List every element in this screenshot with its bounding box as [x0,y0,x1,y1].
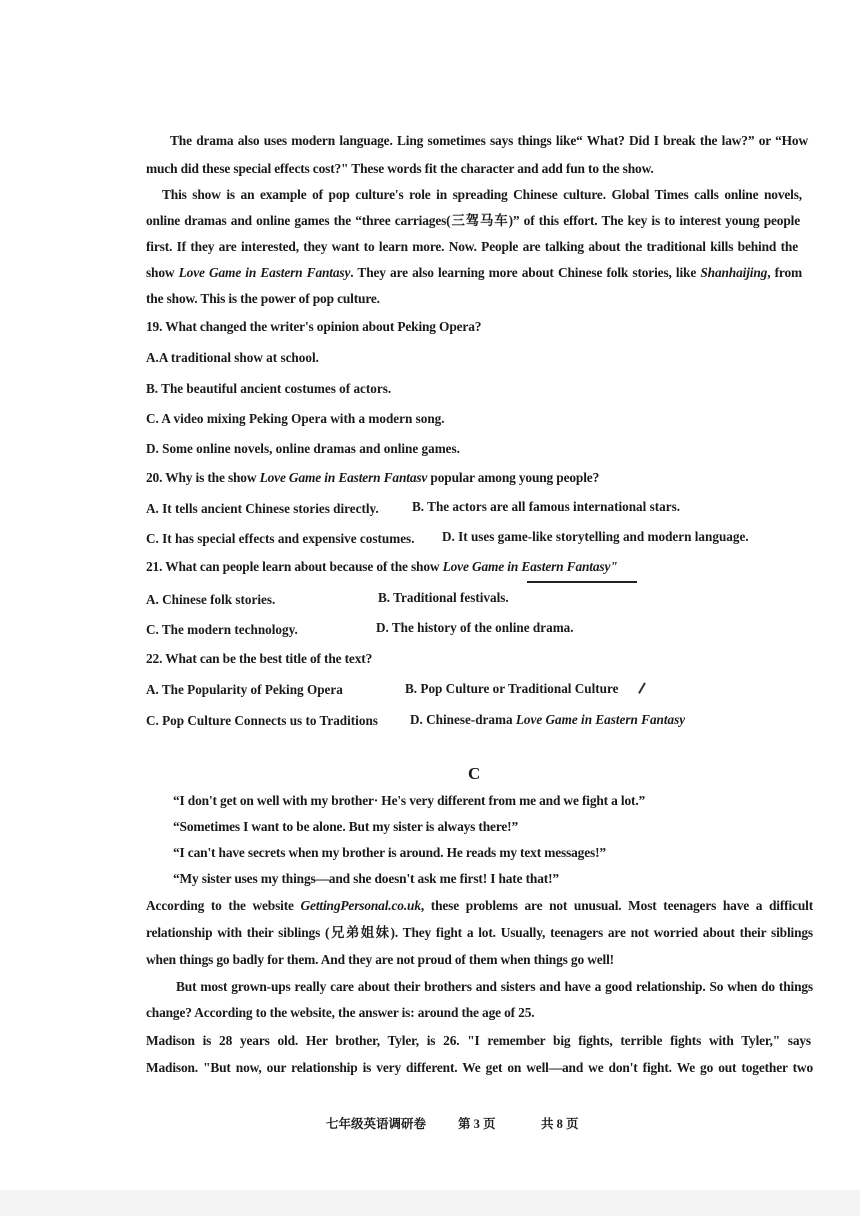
passage-c-p1-line2: relationship with their siblings (兄弟姐妹). They fight a lot. Usually, teenagers are not worried about their siblings [146,925,813,940]
question-20-stem: 20. Why is the show Love Game in Eastern Fantasv popular among young people? [146,470,600,485]
footer-total-pages: 共 8 页 [541,1117,579,1131]
passage-c-quote-3: “I can't have secrets when my brother is around. He reads my text messages!” [173,845,606,860]
passage-b-p1-line2: much did these special effects cost?" These words fit the character and add fun to the show. [146,161,654,176]
footer-page-number: 第 3 页 [458,1117,496,1131]
passage-c-p1-line1: According to the website GettingPersonal.co.uk, these problems are not unusual. Most teenagers have a difficult [146,898,814,913]
question-19-option-a: A.A traditional show at school. [146,350,319,365]
passage-c-quote-2: “Sometimes I want to be alone. But my sister is always there!” [173,819,519,834]
passage-c-p2-line2: change? According to the website, the answer is: around the age of 25. [146,1005,535,1020]
pen-underline-mark [527,581,637,583]
passage-b-p2-line3: first. If they are interested, they want to learn more. Now. People are talking about the traditional kills behind the [146,239,798,254]
question-20-option-d: D. It uses game-like storytelling and modern language. [442,529,749,544]
passage-c-p3-line2: Madison. "But now, our relationship is very different. We get on well—and we don't fight. We go out together two [146,1060,813,1075]
question-22-option-c: C. Pop Culture Connects us to Traditions [146,713,378,728]
question-20-option-a: A. It tells ancient Chinese stories directly. [146,501,379,516]
question-21-option-c: C. The modern technology. [146,622,298,637]
passage-c-p2-line1: But most grown-ups really care about their brothers and sisters and have a good relationship. So when do things [176,979,813,994]
question-19-option-c: C. A video mixing Peking Opera with a modern song. [146,411,445,426]
passage-c-quote-4: “My sister uses my things—and she doesn't ask me first! I hate that!” [173,871,559,886]
question-19-option-d: D. Some online novels, online dramas and online games. [146,441,460,456]
passage-b-p2-line5: the show. This is the power of pop culture. [146,291,380,306]
question-21-stem: 21. What can people learn about because of the show Love Game in Eastern Fantasy" [146,559,618,574]
passage-b-p2-line1: This show is an example of pop culture's role in spreading Chinese culture. Global Times calls online novels, [162,187,802,202]
section-c-heading: C [468,764,481,783]
question-22-option-a: A. The Popularity of Peking Opera [146,682,343,697]
passage-c-quote-1: “I don't get on well with my brother· He's very different from me and we fight a lot.” [173,793,646,808]
question-21-option-d: D. The history of the online drama. [376,620,574,635]
scan-edge-shade [0,1190,860,1216]
question-21-option-b: B. Traditional festivals. [378,590,509,605]
website-name: GettingPersonal.co.uk [300,898,421,913]
question-22-option-d: D. Chinese-drama Love Game in Eastern Fantasy [410,712,686,727]
question-21-option-a: A. Chinese folk stories. [146,592,276,607]
passage-b-p2-line4: show Love Game in Eastern Fantasy. They are also learning more about Chinese folk stories, like Shanhaijing, from [146,265,802,280]
passage-c-p3-line1: Madison is 28 years old. Her brother, Tyler, is 26. "I remember big fights, terrible fights with Tyler," says [146,1033,811,1048]
question-22-stem: 22. What can be the best title of the text? [146,651,373,666]
question-19-option-b: B. The beautiful ancient costumes of actors. [146,381,392,396]
footer-exam-name: 七年级英语调研卷 [326,1117,427,1131]
question-19-stem: 19. What changed the writer's opinion about Peking Opera? [146,319,482,334]
pen-tick-mark [638,682,645,693]
question-20-option-c: C. It has special effects and expensive costumes. [146,531,415,546]
question-22-option-b: B. Pop Culture or Traditional Culture [405,681,619,696]
passage-c-p1-line3: when things go badly for them. And they are not proud of them when things go well! [146,952,614,967]
drama-title: Love Game in Eastern Fantasy [178,265,351,280]
passage-b-p1-line1: The drama also uses modern language. Ling sometimes says things like“ What? Did I break the law?” or “How [170,133,808,148]
question-20-option-b: B. The actors are all famous international stars. [412,499,681,514]
passage-b-p2-line2: online dramas and online games the “three carriages(三驾马车)” of this effort. The key is to interest young people [146,213,800,228]
shanhaijing-title: Shanhaijing [700,265,768,280]
